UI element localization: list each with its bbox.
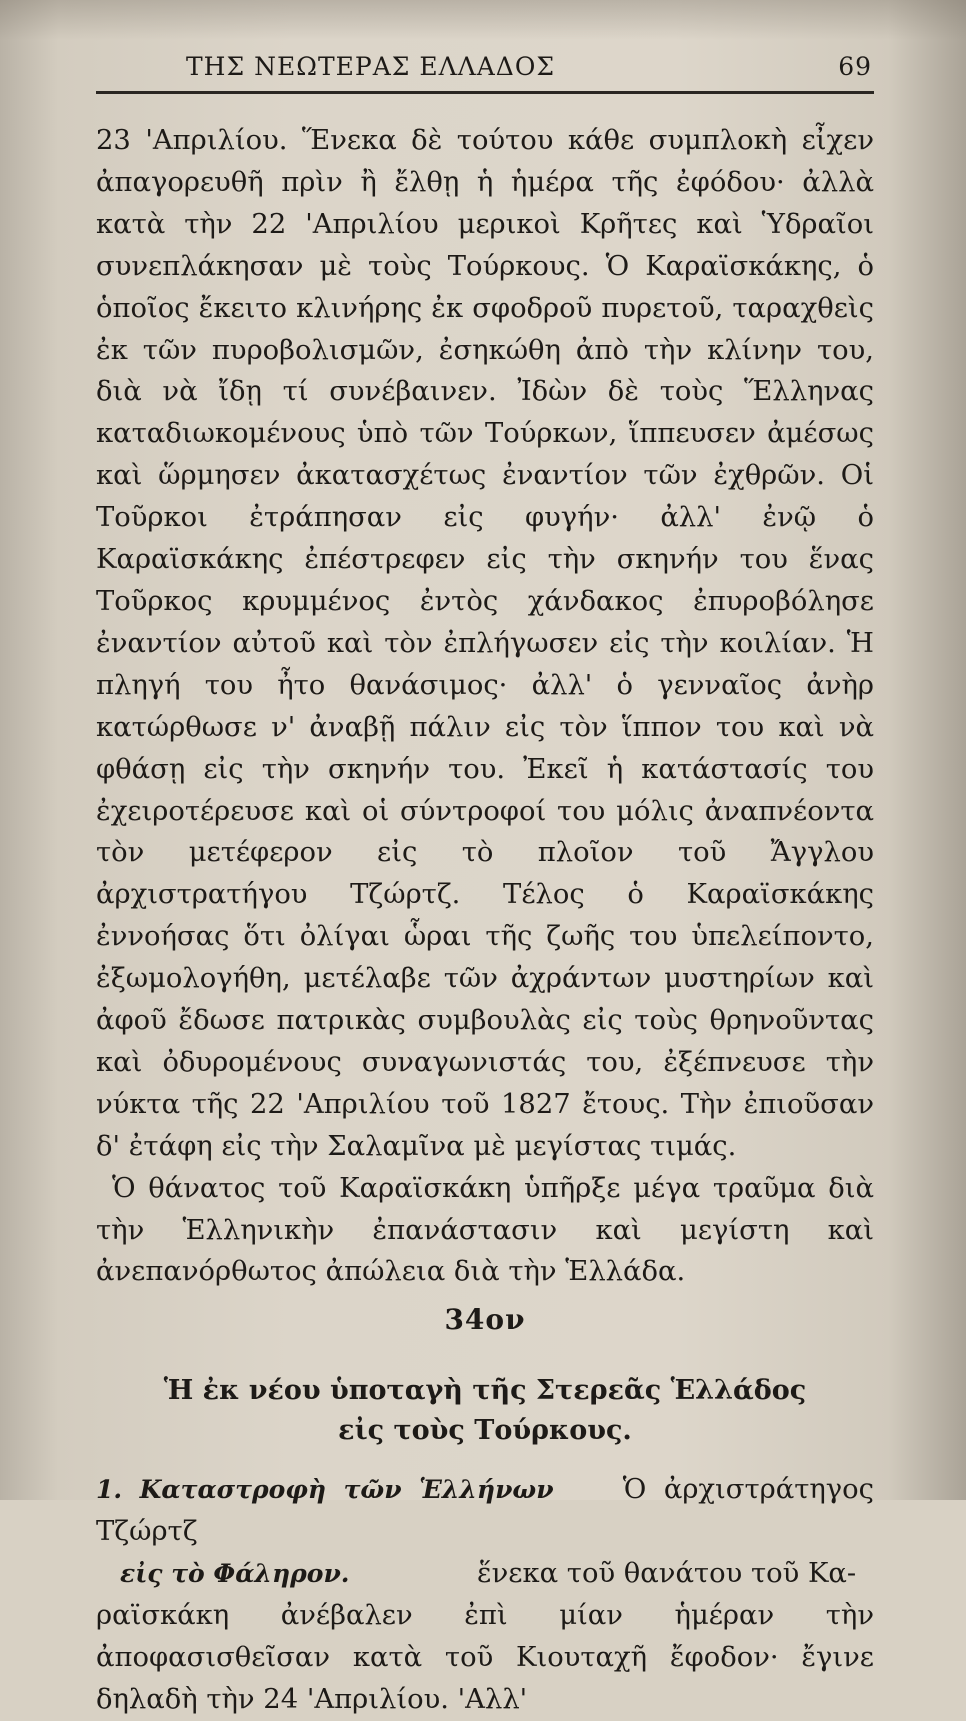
- chapter-title-line-2: εἰς τοὺς Τούρκους.: [338, 1415, 632, 1447]
- paragraph-2: Ὁ θάνατος τοῦ Καραϊσκάκη ὑπῆρξε μέγα τραῦμα διὰ τὴν Ἑλληνικὴν ἐπανάστασιν καὶ μεγίστη καὶ ἀνεπανόρθωτος ἀπώλεια διὰ τὴν Ἑλλάδα.: [96, 1172, 874, 1288]
- section-line-2: [96, 1553, 874, 1595]
- chapter-title-line-1: Ἡ ἐκ νέου ὑποταγὴ τῆς Στερεᾶς Ἑλλάδος: [163, 1375, 807, 1407]
- body-text: [96, 120, 874, 1721]
- section-line-1: [96, 1469, 874, 1553]
- page-shadow: [0, 0, 966, 40]
- chapter-number: 34ον: [444, 1303, 526, 1337]
- running-header: [186, 52, 874, 81]
- page-number: 69: [838, 52, 872, 81]
- chapter-title: [96, 1371, 874, 1451]
- section-continuation: ραϊσκάκη ἀνέβαλεν ἐπὶ μίαν ἡμέραν τὴν ἀποφασισθεῖσαν κατὰ τοῦ Κιουταχῆ ἔφοδον· ἔγινε δηλαδὴ τὴν 24 'Απριλίου. 'Αλλ': [96, 1600, 874, 1715]
- section-label-2: εἰς τὸ Φάληρον.: [120, 1559, 350, 1589]
- section-text-2: ἕνεκα τοῦ θανάτου τοῦ Κα-: [476, 1558, 857, 1590]
- section-label-1: 1. Καταστροφὴ τῶν Ἑλλήνων: [96, 1475, 554, 1505]
- running-title: ΤΗΣ ΝΕΩΤΕΡΑΣ ΕΛΛΑΔΟΣ: [186, 52, 556, 81]
- section-text-1: Ὁ ἀρχιστράτηγος Τζώρτζ: [96, 1474, 874, 1548]
- paragraph-1: 23 'Απριλίου. Ἕνεκα δὲ τούτου κάθε συμπλοκὴ εἶχεν ἀπαγορευθῆ πρὶν ἢ ἔλθῃ ἡ ἡμέρα τῆς ἐφόδου· ἀλλὰ κατὰ τὴν 22 'Απριλίου μερικοὶ Κρῆτες καὶ Ὑδραῖοι συνεπλάκησαν μὲ τοὺς Τούρκους. Ὁ Καραϊσκάκης, ὁ ὁποῖος ἔκειτο κλινήρης ἐκ σφοδροῦ πυρετοῦ, ταραχθεὶς ἐκ τῶν πυροβολισμῶν, ἐσηκώθη ἀπὸ τὴν κλίνην του, διὰ νὰ ἴδῃ τί συνέβαινεν. Ἰδὼν δὲ τοὺς Ἕλληνας καταδιωκομένους ὑπὸ τῶν Τούρκων, ἵππευσεν ἀμέσως καὶ ὥρμησεν ἀκατασχέτως ἐναντίον τῶν ἐχθρῶν. Οἱ Τοῦρκοι ἐτράπησαν εἰς φυγήν· ἀλλ' ἐνῷ ὁ Καραϊσκάκης ἐπέστρεφεν εἰς τὴν σκηνήν του ἕνας Τοῦρκος κρυμμένος ἐντὸς χάνδακος ἐπυροβόλησε ἐναντίον αὐτοῦ καὶ τὸν ἐπλήγωσεν εἰς τὴν κοιλίαν. Ἡ πληγή του ἦτο θανάσιμος· ἀλλ' ὁ γενναῖος ἀνὴρ κατώρθωσε ν' ἀναβῇ πάλιν εἰς τὸν ἵππον του καὶ νὰ φθάσῃ εἰς τὴν σκηνήν του. Ἐκεῖ ἡ κατάστασίς του ἐχειροτέρευσε καὶ οἱ σύντροφοί του μόλις ἀναπνέοντα τὸν μετέφερον εἰς τὸ πλοῖον τοῦ Ἄγγλου ἀρχιστρατήγου Τζώρτζ. Τέλος ὁ Καραϊσκάκης ἐννοήσας ὅτι ὀλίγαι ὧραι τῆς ζωῆς του ὑπελείποντο, ἐξωμολογήθη, μετέλαβε τῶν ἀχράντων μυστηρίων καὶ ἀφοῦ ἔδωσε πατρικὰς συμβουλὰς εἰς τοὺς θρηνοῦντας καὶ ὀδυρομένους συναγωνιστάς του, ἐξέπνευσε τὴν νύκτα τῆς 22 'Απριλίου τοῦ 1827 ἔτους. Τὴν ἐπιοῦσαν δ' ἐτάφη εἰς τὴν Σαλαμῖνα μὲ μεγίστας τιμάς.: [96, 125, 874, 1162]
- header-rule: [96, 91, 874, 94]
- section-block: [96, 1469, 874, 1720]
